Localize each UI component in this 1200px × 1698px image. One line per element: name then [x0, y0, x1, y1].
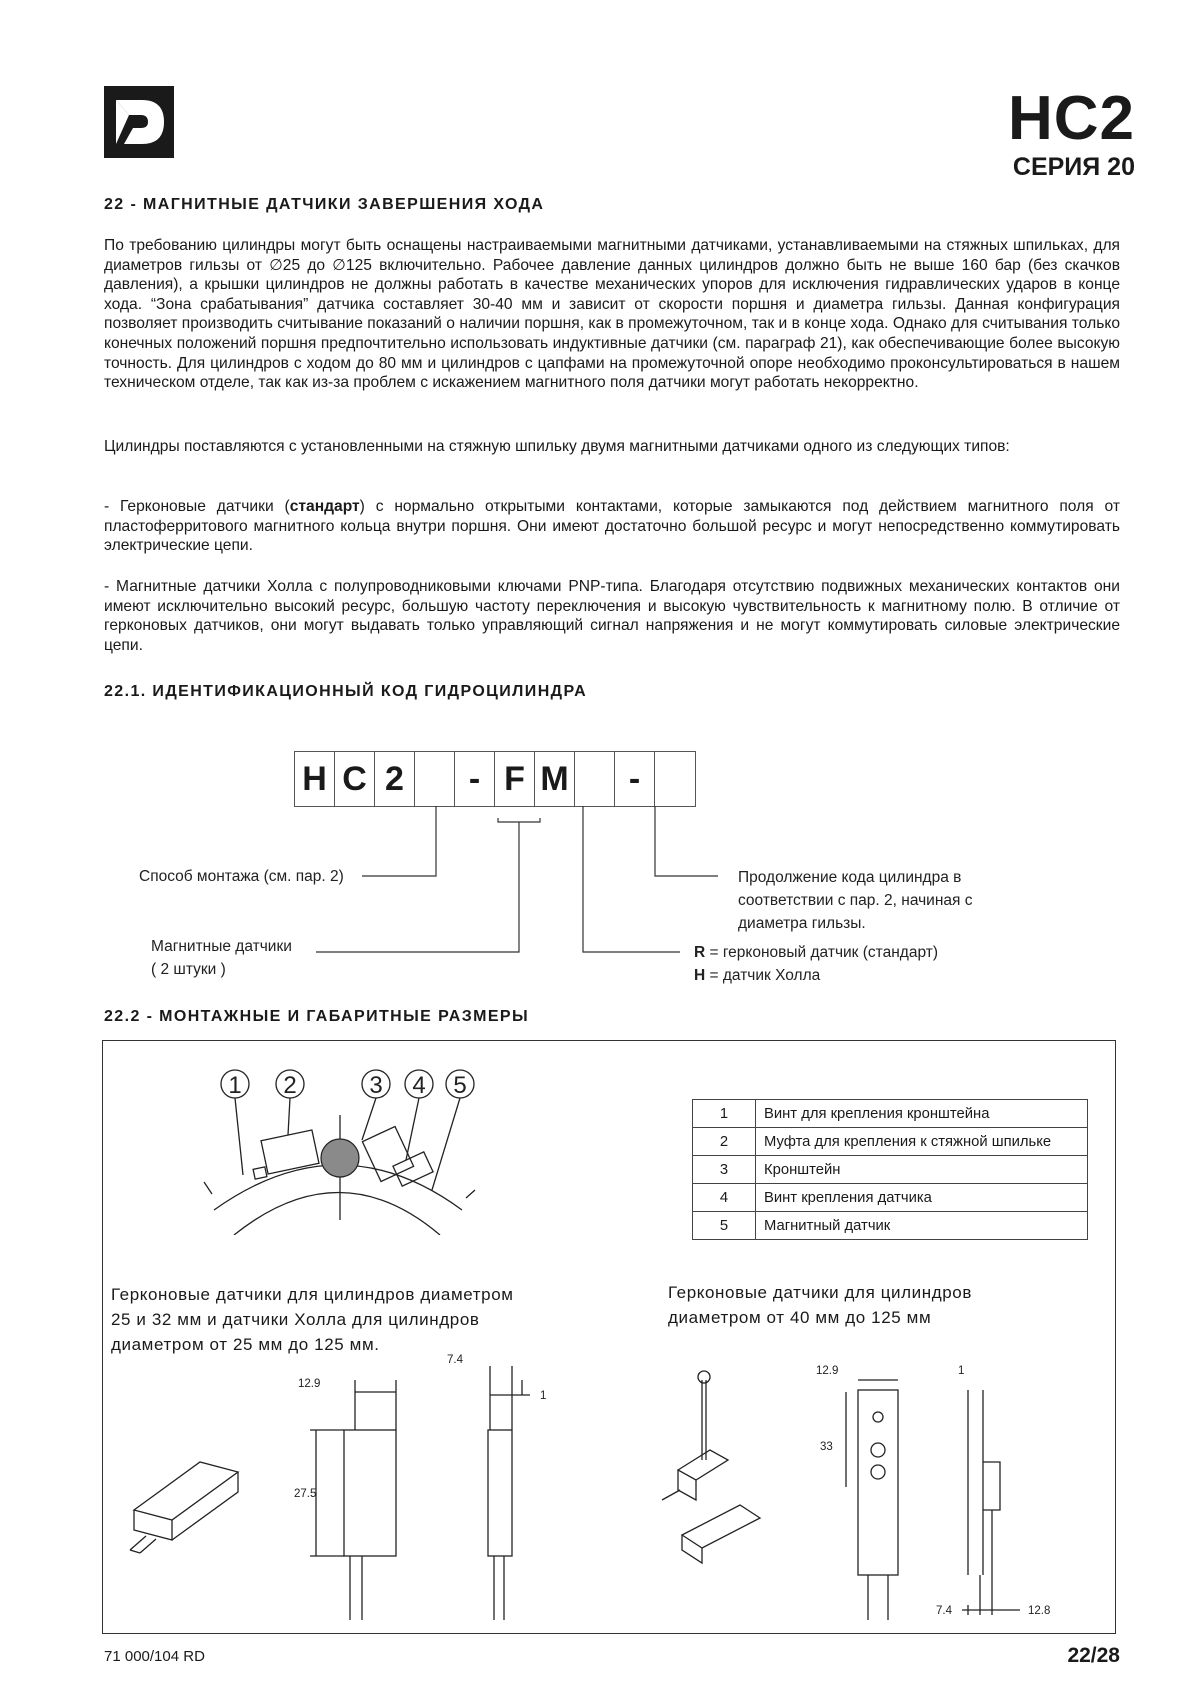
paragraph-reed — [104, 497, 1120, 556]
caption-right-line: диаметром от 40 мм до 125 мм — [668, 1308, 932, 1327]
option-reed-key: R — [694, 944, 706, 961]
paragraph-types: Цилиндры поставляются с установленными на стяжную шпильку двумя магнитными датчиками одного из следующих типов: — [104, 438, 1010, 455]
code-cell: - — [615, 752, 655, 806]
callout-2: 2 — [283, 1072, 297, 1099]
section-title: 22 - МАГНИТНЫЕ ДАТЧИКИ ЗАВЕРШЕНИЯ ХОДА — [104, 196, 545, 213]
paragraph-hall: - Магнитные датчики Холла с полупроводниковыми ключами PNP-типа. Благодаря отсутствию подвижных механических контактов они имеют исключительно высокий ресурс, большую частоту переключения и высокую чувствительность к магнитному полю. В отличие от герконовых датчиков, они могут выдавать только управляющий сигнал напряжения и не могут коммутировать силовые электрические цепи. — [104, 578, 1120, 654]
code-cell: - — [455, 752, 495, 806]
code-cell: 2 — [375, 752, 415, 806]
caption-left-line: диаметром от 25 мм до 125 мм. — [111, 1335, 380, 1354]
code-cell: H — [295, 752, 335, 806]
parts-table — [692, 1099, 1088, 1240]
reed-standard-bold: стандарт — [289, 498, 360, 515]
code-cell — [655, 752, 695, 806]
table-row — [693, 1184, 1088, 1212]
part-description: Винт для крепления кронштейна — [756, 1100, 1088, 1128]
series-label: СЕРИЯ 20 — [1012, 153, 1135, 181]
part-description: Муфта для крепления к стяжной шпильке — [756, 1128, 1088, 1156]
dim-bottom-right: 12.8 — [1028, 1605, 1051, 1617]
company-logo — [104, 86, 174, 158]
part-number: 5 — [693, 1212, 756, 1240]
callout-5: 5 — [453, 1072, 467, 1099]
option-hall — [694, 964, 820, 987]
label-sensors-qty: ( 2 штуки ) — [151, 961, 226, 978]
code-cell: F — [495, 752, 535, 806]
table-row — [693, 1156, 1088, 1184]
caption-left-line: Герконовые датчики для цилиндров диаметром — [111, 1285, 514, 1304]
caption-right-line: Герконовые датчики для цилиндров — [668, 1283, 972, 1302]
assembly-drawing — [200, 1060, 500, 1235]
paragraph-intro: По требованию цилиндры могут быть оснащены настраиваемыми магнитными датчиками, устанавливаемыми на стяжных шпильках, для диаметров гильзы от ∅25 до ∅125 включительно. Рабочее давление данных цилиндров должно быть не выше 160 бар (без скачков давления), а крышки цилиндров не должны работать в качестве механических упоров для исключения гидравлических ударов в конце хода. “Зона срабатывания” датчика составляет 30-40 мм и зависит от скорости поршня и диаметра гильзы. Данная конфигурация позволяет производить считывание показаний о наличии поршня, как в промежуточном, так и в конце хода. Однако для считывания только конечных положений поршня предпочтительно использовать индуктивные датчики (см. параграф 21), как обеспечивающие более высокую точность. Для цилиндров с ходом до 80 мм и цилиндров с цапфами на промежуточной опоре необходимо проконсультироваться в нашем техническом отделе, так как из-за проблем с искажением магнитного поля датчики могут работать некорректно. — [104, 237, 1120, 392]
dim-height: 33 — [820, 1441, 833, 1453]
dim-offset: 1 — [540, 1390, 547, 1402]
reed-text-pre: - Герконовые датчики ( — [104, 498, 290, 515]
code-cell: M — [535, 752, 575, 806]
part-number: 3 — [693, 1156, 756, 1184]
code-cell: C — [335, 752, 375, 806]
option-reed — [694, 941, 938, 964]
callout-1: 1 — [228, 1072, 242, 1099]
dim-width: 12.9 — [816, 1365, 839, 1377]
section-title-code: 22.1. ИДЕНТИФИКАЦИОННЫЙ КОД ГИДРОЦИЛИНДРА — [104, 683, 588, 700]
part-number: 1 — [693, 1100, 756, 1128]
dim-depth: 7.4 — [447, 1354, 463, 1366]
dim-height: 27.5 — [294, 1488, 317, 1500]
caption-right — [668, 1280, 1068, 1330]
reed-hall-sensor-drawing — [110, 1340, 590, 1620]
table-row — [693, 1100, 1088, 1128]
table-row — [693, 1128, 1088, 1156]
code-cell — [575, 752, 615, 806]
option-reed-text: = герконовый датчик (стандарт) — [705, 944, 938, 961]
caption-left-line: 25 и 32 мм и датчики Холла для цилиндров — [111, 1310, 480, 1329]
table-row — [693, 1212, 1088, 1240]
option-hall-text: = датчик Холла — [705, 967, 821, 984]
label-continuation-1: Продолжение кода цилиндра в — [738, 869, 962, 886]
label-mounting: Способ монтажа (см. пар. 2) — [139, 868, 344, 885]
order-code-box — [294, 751, 696, 807]
section-title-dimensions: 22.2 - МОНТАЖНЫЕ И ГАБАРИТНЫЕ РАЗМЕРЫ — [104, 1008, 530, 1025]
reed-sensor-drawing-large — [640, 1350, 1100, 1620]
page-number: 22/28 — [1067, 1644, 1120, 1667]
dim-bottom-left: 7.4 — [936, 1605, 952, 1617]
dim-width: 12.9 — [298, 1378, 321, 1390]
label-sensors: Магнитные датчики — [151, 938, 292, 955]
part-description: Винт крепления датчика — [756, 1184, 1088, 1212]
series-code: HC2 — [1007, 84, 1135, 153]
option-hall-key: H — [694, 967, 706, 984]
callout-4: 4 — [412, 1072, 426, 1099]
dim-offset: 1 — [958, 1365, 965, 1377]
label-continuation-2: соответствии с пар. 2, начиная с — [738, 892, 973, 909]
part-number: 4 — [693, 1184, 756, 1212]
part-number: 2 — [693, 1128, 756, 1156]
code-cell — [415, 752, 455, 806]
reed-text-post: ) с нормально открытыми контактами, которые замыкаются под действием магнитного поля от пластоферритового магнитного кольца внутри поршня. Они имеют достаточно большой ресурс и могут непосредственно коммутировать электрические цепи. — [104, 498, 1120, 555]
part-description: Магнитный датчик — [756, 1212, 1088, 1240]
label-continuation-3: диаметра гильзы. — [738, 915, 866, 932]
document-code: 71 000/104 RD — [104, 1648, 205, 1665]
callout-3: 3 — [369, 1072, 383, 1099]
part-description: Кронштейн — [756, 1156, 1088, 1184]
